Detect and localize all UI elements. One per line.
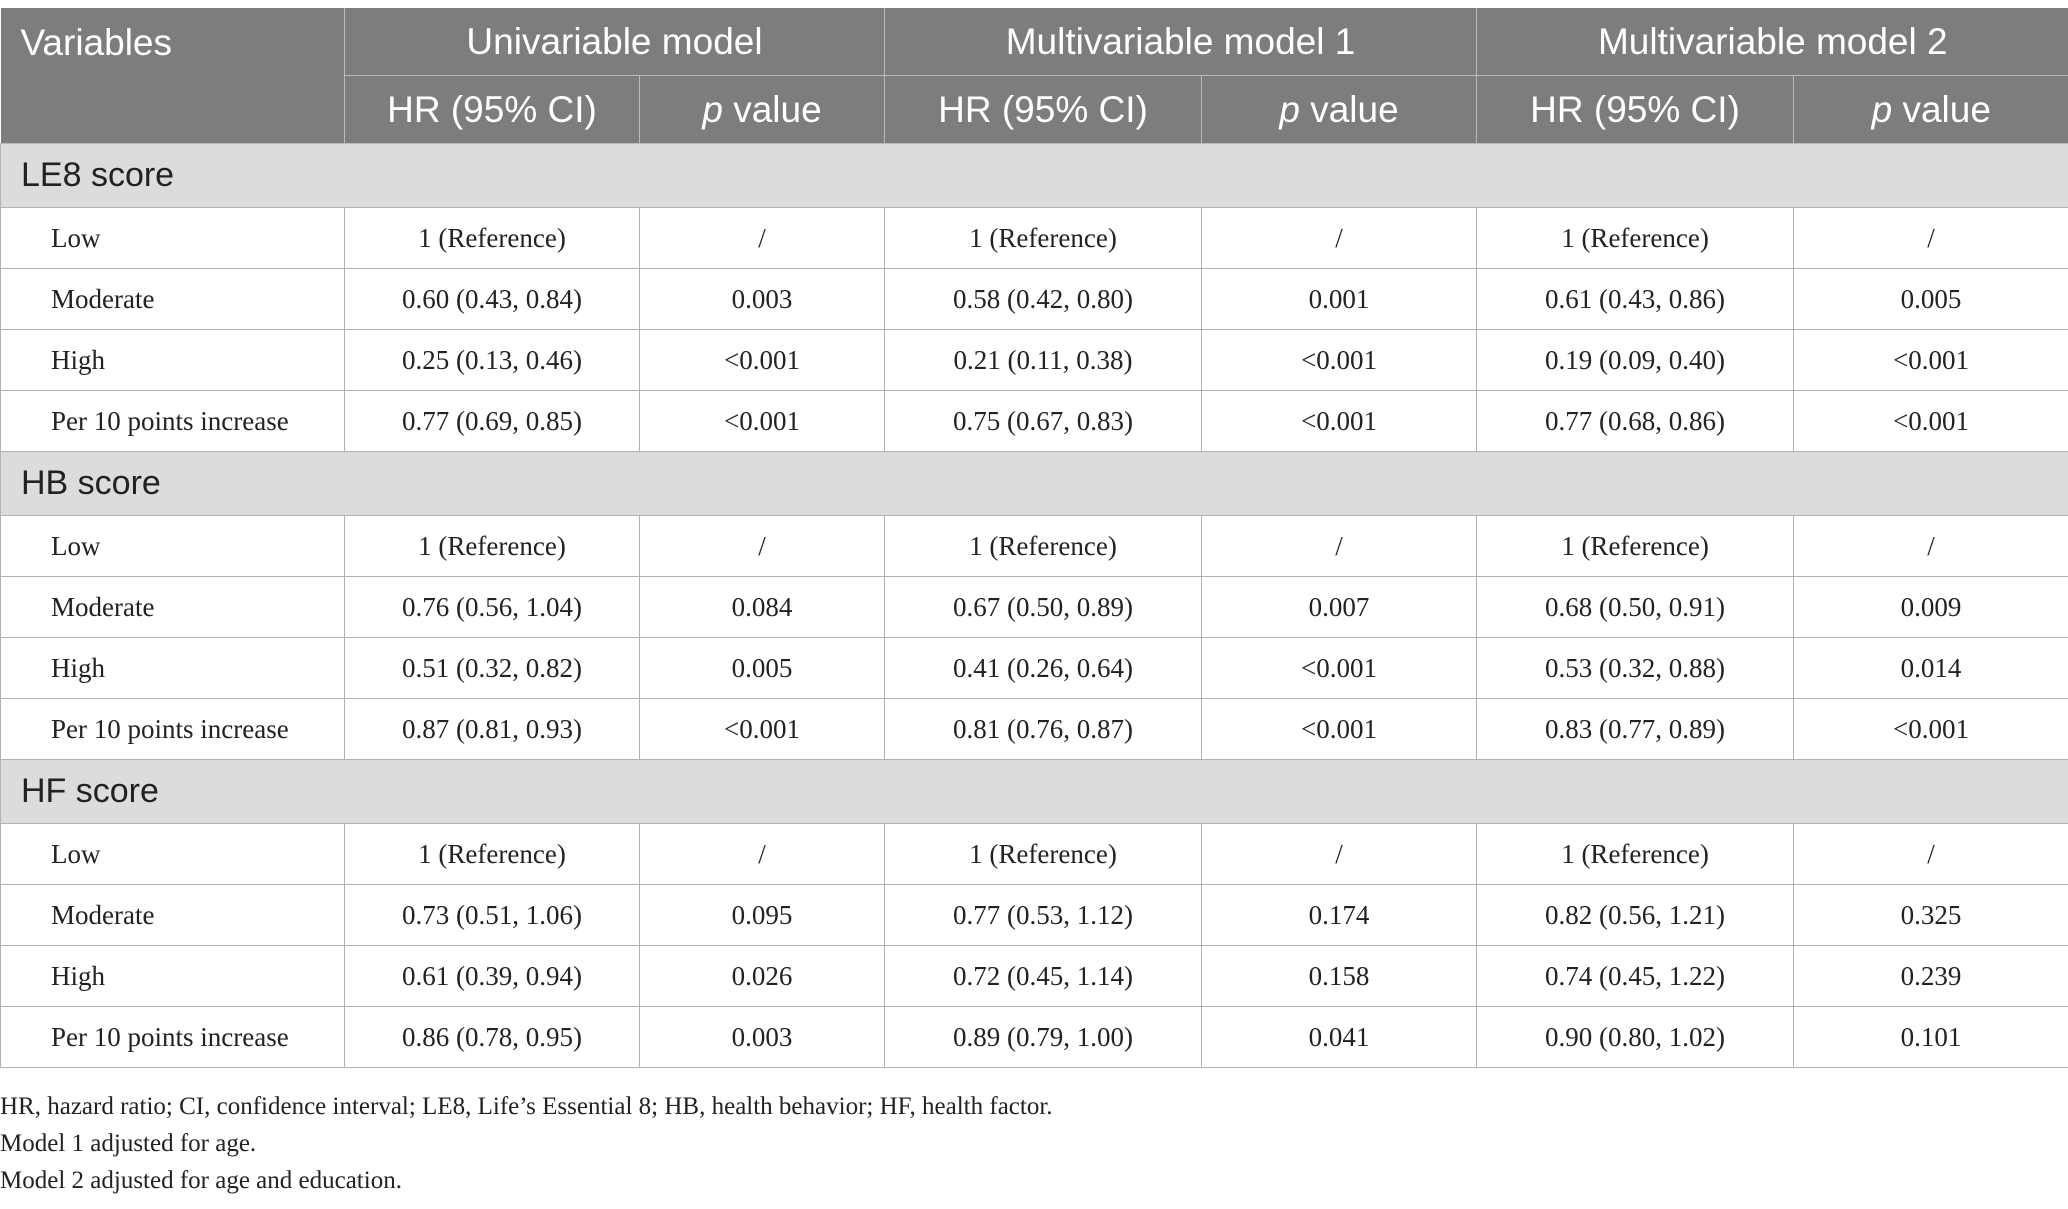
hr-cell: 1 (Reference) — [885, 824, 1202, 885]
p-value-text: value — [1892, 88, 1991, 130]
hr-cell: 1 (Reference) — [1477, 824, 1794, 885]
row-label: Moderate — [1, 577, 345, 638]
footnote-model-1: Model 1 adjusted for age. — [0, 1130, 257, 1157]
p-italic: p — [1279, 88, 1300, 130]
p-value-cell: 0.101 — [1794, 1007, 2068, 1068]
p-value-text: value — [722, 88, 822, 130]
hr-cell: 1 (Reference) — [345, 208, 640, 269]
section-row — [1, 144, 2068, 208]
p-value-cell: 0.003 — [640, 269, 885, 330]
hr-cell: 0.68 (0.50, 0.91) — [1477, 577, 1794, 638]
p-value-cell: / — [640, 824, 885, 885]
row-label: Moderate — [1, 269, 345, 330]
table-header — [1, 8, 2068, 144]
hr-cell: 0.61 (0.43, 0.86) — [1477, 269, 1794, 330]
hr-cell: 0.87 (0.81, 0.93) — [345, 699, 640, 760]
p-value-cell: <0.001 — [1794, 699, 2068, 760]
p-value-cell: 0.003 — [640, 1007, 885, 1068]
row-label: Low — [1, 208, 345, 269]
table-row — [1, 885, 2068, 946]
row-label: High — [1, 946, 345, 1007]
p-value-header — [640, 76, 885, 144]
p-value-text: value — [1299, 88, 1399, 130]
p-value-cell: / — [1202, 516, 1477, 577]
p-value-cell: <0.001 — [640, 699, 885, 760]
hr-cell: 0.21 (0.11, 0.38) — [885, 330, 1202, 391]
p-value-cell: 0.084 — [640, 577, 885, 638]
hr-cell: 0.60 (0.43, 0.84) — [345, 269, 640, 330]
hr-cell: 0.75 (0.67, 0.83) — [885, 391, 1202, 452]
hr-cell: 0.89 (0.79, 1.00) — [885, 1007, 1202, 1068]
hr-cell: 0.76 (0.56, 1.04) — [345, 577, 640, 638]
table-row — [1, 208, 2068, 269]
p-value-cell: <0.001 — [1202, 391, 1477, 452]
hr-cell: 1 (Reference) — [345, 824, 640, 885]
p-value-cell: 0.158 — [1202, 946, 1477, 1007]
section-row — [1, 760, 2068, 824]
table-row — [1, 516, 2068, 577]
table-row — [1, 946, 2068, 1007]
footnote-abbreviations: HR, hazard ratio; CI, confidence interval; LE8, Life’s Essential 8; HB, health behavior; HF, health factor. — [0, 1093, 1053, 1120]
p-value-cell: 0.001 — [1202, 269, 1477, 330]
table-row — [1, 391, 2068, 452]
p-value-cell: <0.001 — [1202, 330, 1477, 391]
p-value-cell: / — [1202, 208, 1477, 269]
variables-header: Variables — [1, 8, 345, 144]
hr-cell: 0.74 (0.45, 1.22) — [1477, 946, 1794, 1007]
hr-cell: 1 (Reference) — [345, 516, 640, 577]
p-value-cell: / — [1794, 824, 2068, 885]
p-italic: p — [1871, 88, 1893, 130]
row-label: High — [1, 330, 345, 391]
multivariable-model-1-header: Multivariable model 1 — [885, 8, 1477, 76]
section-title: HF score — [1, 760, 2068, 824]
p-value-cell: <0.001 — [1202, 699, 1477, 760]
row-label: Low — [1, 516, 345, 577]
p-value-cell: <0.001 — [1794, 330, 2068, 391]
hr-cell: 1 (Reference) — [885, 516, 1202, 577]
p-value-cell: <0.001 — [1202, 638, 1477, 699]
p-value-cell: / — [640, 208, 885, 269]
p-value-header — [1202, 76, 1477, 144]
hr-cell: 0.72 (0.45, 1.14) — [885, 946, 1202, 1007]
multivariable-model-2-header: Multivariable model 2 — [1477, 8, 2068, 76]
p-value-cell: 0.239 — [1794, 946, 2068, 1007]
table-row — [1, 824, 2068, 885]
hr-cell: 0.77 (0.69, 0.85) — [345, 391, 640, 452]
header-row-models — [1, 8, 2068, 76]
hr-cell: 0.77 (0.53, 1.12) — [885, 885, 1202, 946]
hr-cell: 0.53 (0.32, 0.88) — [1477, 638, 1794, 699]
p-value-cell: <0.001 — [640, 391, 885, 452]
hr-cell: 0.86 (0.78, 0.95) — [345, 1007, 640, 1068]
hr-cell: 0.51 (0.32, 0.82) — [345, 638, 640, 699]
row-label: High — [1, 638, 345, 699]
p-value-cell: <0.001 — [640, 330, 885, 391]
p-value-cell: 0.014 — [1794, 638, 2068, 699]
p-value-cell: 0.005 — [640, 638, 885, 699]
hr-cell: 0.90 (0.80, 1.02) — [1477, 1007, 1794, 1068]
hr-header: HR (95% CI) — [885, 76, 1202, 144]
table-row — [1, 638, 2068, 699]
p-value-cell: 0.026 — [640, 946, 885, 1007]
p-value-cell: 0.007 — [1202, 577, 1477, 638]
footnotes — [0, 1088, 1053, 1199]
hr-cell: 0.73 (0.51, 1.06) — [345, 885, 640, 946]
univariable-model-header: Univariable model — [345, 8, 885, 76]
hr-cell: 0.82 (0.56, 1.21) — [1477, 885, 1794, 946]
p-value-cell: / — [640, 516, 885, 577]
table-row — [1, 577, 2068, 638]
p-value-cell: 0.325 — [1794, 885, 2068, 946]
p-value-cell: / — [1202, 824, 1477, 885]
hr-cell: 0.61 (0.39, 0.94) — [345, 946, 640, 1007]
p-value-cell: 0.174 — [1202, 885, 1477, 946]
row-label: Per 10 points increase — [1, 1007, 345, 1068]
p-value-cell: 0.095 — [640, 885, 885, 946]
hr-cell: 0.67 (0.50, 0.89) — [885, 577, 1202, 638]
table-row — [1, 269, 2068, 330]
table-row — [1, 1007, 2068, 1068]
p-italic: p — [702, 88, 723, 130]
hr-cell: 0.83 (0.77, 0.89) — [1477, 699, 1794, 760]
row-label: Per 10 points increase — [1, 699, 345, 760]
row-label: Low — [1, 824, 345, 885]
hr-cell: 0.19 (0.09, 0.40) — [1477, 330, 1794, 391]
hr-cell: 0.25 (0.13, 0.46) — [345, 330, 640, 391]
hr-cell: 0.41 (0.26, 0.64) — [885, 638, 1202, 699]
hr-header: HR (95% CI) — [1477, 76, 1794, 144]
hr-cell: 0.77 (0.68, 0.86) — [1477, 391, 1794, 452]
p-value-cell: / — [1794, 516, 2068, 577]
hr-cell: 1 (Reference) — [1477, 516, 1794, 577]
p-value-cell: / — [1794, 208, 2068, 269]
p-value-header — [1794, 76, 2068, 144]
row-label: Moderate — [1, 885, 345, 946]
table-row — [1, 330, 2068, 391]
table-body — [1, 144, 2068, 1068]
section-title: LE8 score — [1, 144, 2068, 208]
footnote-model-2: Model 2 adjusted for age and education. — [0, 1167, 402, 1194]
p-value-cell: <0.001 — [1794, 391, 2068, 452]
p-value-cell: 0.041 — [1202, 1007, 1477, 1068]
p-value-cell: 0.009 — [1794, 577, 2068, 638]
section-row — [1, 452, 2068, 516]
hr-header: HR (95% CI) — [345, 76, 640, 144]
row-label: Per 10 points increase — [1, 391, 345, 452]
hr-cell: 1 (Reference) — [1477, 208, 1794, 269]
section-title: HB score — [1, 452, 2068, 516]
hr-cell: 0.58 (0.42, 0.80) — [885, 269, 1202, 330]
results-table — [0, 8, 2068, 1068]
hr-cell: 1 (Reference) — [885, 208, 1202, 269]
p-value-cell: 0.005 — [1794, 269, 2068, 330]
table-row — [1, 699, 2068, 760]
hr-cell: 0.81 (0.76, 0.87) — [885, 699, 1202, 760]
